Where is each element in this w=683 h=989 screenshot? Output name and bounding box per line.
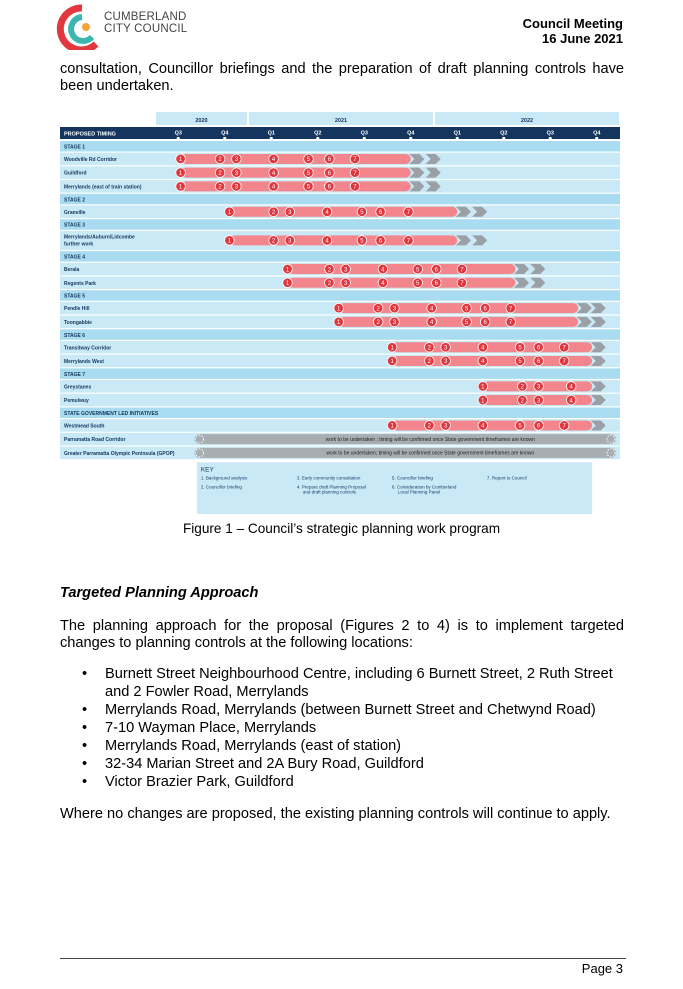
milestone-label: 3 xyxy=(234,170,239,177)
project-label: Granville xyxy=(64,209,86,216)
project-label: Pendle Hill xyxy=(64,306,90,313)
quarter-label: Q3 xyxy=(360,130,368,137)
stage-label: STAGE 2 xyxy=(64,197,86,204)
stage-row xyxy=(60,194,620,205)
milestone-label: 3 xyxy=(288,209,292,216)
project-label: Transitway Corridor xyxy=(64,345,112,352)
milestone-label: 3 xyxy=(234,184,239,191)
bullet-icon: • xyxy=(82,702,88,718)
stage-row xyxy=(60,329,620,340)
project-label: Merrylands/Auburn/Lidcombe further work xyxy=(64,234,135,248)
bullet-icon: • xyxy=(82,666,88,682)
org-name-line2: CITY COUNCIL xyxy=(104,23,188,35)
quarter-marker xyxy=(316,137,319,140)
project-label: Westmead South xyxy=(64,423,105,430)
milestone-label: 7 xyxy=(353,170,357,177)
milestone-label: 4 xyxy=(325,238,329,245)
milestone-label: 1 xyxy=(285,267,290,274)
milestone-label: 3 xyxy=(443,345,448,352)
timing-tbc-note: work to be undertaken; timing will be confirmed once State government timeframes are known xyxy=(326,450,535,457)
milestone-label: 4 xyxy=(271,157,276,164)
bullet-icon: • xyxy=(82,774,88,790)
milestone-label: 1 xyxy=(227,209,232,216)
milestone-label: 7 xyxy=(509,320,513,327)
milestone-label: 4 xyxy=(430,320,434,327)
milestone-label: 2 xyxy=(218,170,222,177)
milestone-label: 6 xyxy=(327,157,332,164)
quarter-label: Q1 xyxy=(267,130,275,137)
milestone-label: 1 xyxy=(481,398,485,405)
milestone-label: 6 xyxy=(536,359,541,366)
quarter-label: Q3 xyxy=(174,130,182,137)
location-item xyxy=(60,701,640,719)
milestone-label: 5 xyxy=(416,267,420,274)
milestone-label: 5 xyxy=(518,345,522,352)
quarter-marker xyxy=(177,137,180,140)
key-item: 6. Consideration by Cumberland Local Planning Panel xyxy=(391,484,457,495)
location-item xyxy=(60,737,640,755)
year-label: 2021 xyxy=(334,118,348,124)
stage-label: STAGE 1 xyxy=(64,144,86,151)
quarter-marker xyxy=(223,137,226,140)
milestone-label: 1 xyxy=(337,306,341,313)
quarter-label: Q4 xyxy=(407,130,415,137)
milestone-label: 4 xyxy=(325,209,329,216)
milestone-label: 5 xyxy=(306,170,311,177)
milestone-label: 2 xyxy=(376,306,380,313)
milestone-label: 4 xyxy=(569,398,573,405)
project-label: Greystanes xyxy=(64,384,92,391)
section-heading: Targeted Planning Approach xyxy=(60,585,259,601)
milestone-label: 6 xyxy=(378,238,383,245)
logo-arc-red xyxy=(60,8,96,50)
project-label: Pemulwuy xyxy=(64,398,89,405)
key-title: KEY xyxy=(200,466,214,474)
timeline-bar xyxy=(229,235,457,245)
milestone-label: 3 xyxy=(536,398,541,405)
project-label: Merrylands (east of train station) xyxy=(64,184,142,191)
milestone-label: 5 xyxy=(360,238,364,245)
milestone-label: 2 xyxy=(376,320,380,327)
key-item: 5. Councillor briefing xyxy=(391,475,433,481)
milestone-label: 2 xyxy=(327,280,332,287)
location-list xyxy=(60,665,640,791)
key-item: 1. Background analysis xyxy=(200,475,248,481)
milestone-label: 3 xyxy=(536,384,541,391)
milestone-label: 3 xyxy=(234,157,239,164)
milestone-label: 6 xyxy=(378,209,383,216)
project-label: Parramatta Road Corridor xyxy=(64,437,126,444)
milestone-label: 2 xyxy=(327,267,332,274)
milestone-label: 7 xyxy=(509,306,513,313)
meeting-header xyxy=(523,16,623,46)
location-item xyxy=(60,719,640,737)
stage-label: STATE GOVERNMENT LED INITIATIVES xyxy=(64,411,159,417)
milestone-label: 7 xyxy=(562,359,566,366)
milestone-label: 6 xyxy=(327,170,332,177)
timing-header xyxy=(60,127,620,139)
milestone-label: 4 xyxy=(481,423,485,430)
project-label: Regents Park xyxy=(64,280,96,287)
location-item-text: Burnett Street Neighbourhood Centre, including 6 Burnett Street, 2 Ruth Street and 2 Fowler Road, Merrylands xyxy=(105,666,613,700)
timeline-bar xyxy=(285,264,516,274)
milestone-label: 2 xyxy=(520,384,525,391)
milestone-label: 6 xyxy=(483,306,487,313)
quarter-marker xyxy=(270,137,273,140)
milestone-label: 3 xyxy=(443,423,448,430)
timing-tbc-note: work to be undertaken ; timing will be confirmed once State government timeframes are known xyxy=(325,436,535,443)
milestone-label: 1 xyxy=(178,157,183,164)
org-name-line1: CUMBERLAND xyxy=(104,11,187,23)
milestone-label: 1 xyxy=(390,345,394,352)
milestone-label: 7 xyxy=(562,423,566,430)
project-label: Woodville Rd Corridor xyxy=(64,156,117,163)
milestone-label: 1 xyxy=(481,384,485,391)
milestone-label: 2 xyxy=(271,209,276,216)
milestone-label: 7 xyxy=(460,267,464,274)
milestone-label: 2 xyxy=(427,345,432,352)
project-label: Merrylands West xyxy=(64,358,104,365)
milestone-label: 2 xyxy=(271,238,276,245)
location-item xyxy=(60,773,640,791)
approach-paragraph: The planning approach for the proposal (Figures 2 to 4) is to implement targeted changes to planning controls at the following locations: xyxy=(60,618,624,651)
milestone-label: 5 xyxy=(306,184,311,191)
milestone-label: 4 xyxy=(381,280,385,287)
milestone-label: 1 xyxy=(178,170,183,177)
quarter-label: Q1 xyxy=(453,130,461,137)
milestone-label: 4 xyxy=(481,359,485,366)
quarter-label: Q2 xyxy=(500,130,508,137)
timeline-bar xyxy=(229,207,457,217)
milestone-label: 6 xyxy=(483,320,487,327)
milestone-label: 4 xyxy=(569,384,573,391)
milestone-label: 7 xyxy=(406,209,411,216)
quarter-marker xyxy=(502,137,505,140)
quarter-marker xyxy=(409,137,412,140)
council-logo xyxy=(52,4,112,50)
meeting-title: Council Meeting xyxy=(522,16,623,31)
stage-row xyxy=(60,251,620,262)
milestone-label: 1 xyxy=(227,238,232,245)
milestone-label: 6 xyxy=(434,280,438,287)
org-name xyxy=(104,11,187,35)
logo-dot-orange xyxy=(82,23,90,31)
milestone-label: 7 xyxy=(406,238,411,245)
milestone-label: 6 xyxy=(327,184,332,191)
milestone-label: 5 xyxy=(464,320,469,327)
bullet-icon: • xyxy=(82,738,88,754)
stage-label: STAGE 7 xyxy=(64,371,86,378)
quarter-label: Q2 xyxy=(314,130,322,137)
milestone-label: 3 xyxy=(343,267,348,274)
milestone-label: 4 xyxy=(430,306,434,313)
milestone-label: 4 xyxy=(381,267,385,274)
milestone-label: 5 xyxy=(416,280,420,287)
key-item: 2. Councillor briefing xyxy=(200,484,242,490)
milestone-label: 6 xyxy=(434,267,438,274)
stage-row xyxy=(60,219,620,230)
quarter-label: Q3 xyxy=(546,130,554,137)
location-item-text: 7-10 Wayman Place, Merrylands xyxy=(105,720,317,736)
stage-row xyxy=(60,368,620,379)
timing-header-label: PROPOSED TIMING xyxy=(64,131,116,138)
intro-paragraph: consultation, Councillor briefings and the preparation of draft planning controls have been undertaken. xyxy=(60,61,624,94)
milestone-label: 5 xyxy=(518,423,522,430)
location-item-text: Victor Brazier Park, Guildford xyxy=(105,774,294,790)
planning-timeline-chart xyxy=(60,112,620,516)
stage-row xyxy=(60,141,620,152)
bullet-icon: • xyxy=(82,720,88,736)
milestone-label: 1 xyxy=(390,359,394,366)
timeline-bar xyxy=(285,278,516,288)
stage-row xyxy=(60,290,620,301)
milestone-label: 7 xyxy=(353,184,357,191)
location-item-text: 32-34 Marian Street and 2A Bury Road, Guildford xyxy=(105,756,424,772)
milestone-label: 1 xyxy=(178,184,183,191)
milestone-label: 2 xyxy=(218,157,222,164)
location-item-text: Merrylands Road, Merrylands (east of station) xyxy=(105,738,402,754)
bullet-icon: • xyxy=(82,756,88,772)
footer-rule xyxy=(60,958,626,959)
stage-label: STAGE 4 xyxy=(64,254,86,261)
location-item xyxy=(60,665,640,701)
milestone-label: 2 xyxy=(520,398,525,405)
milestone-label: 1 xyxy=(285,280,290,287)
milestone-label: 4 xyxy=(271,170,276,177)
project-label: Guildford xyxy=(64,170,87,177)
milestone-label: 3 xyxy=(288,238,292,245)
quarter-marker xyxy=(456,137,459,140)
key-item: 7. Report to Council xyxy=(486,475,527,481)
milestone-label: 4 xyxy=(271,184,276,191)
key-item: 4. Prepare draft Planning Proposal and draft planning controls xyxy=(296,484,366,495)
milestone-label: 3 xyxy=(343,280,348,287)
milestone-label: 5 xyxy=(518,359,522,366)
milestone-label: 3 xyxy=(443,359,448,366)
figure-caption: Figure 1 – Council’s strategic planning work program xyxy=(182,521,501,536)
milestone-label: 6 xyxy=(536,345,541,352)
stage-label: STAGE 5 xyxy=(64,293,86,300)
location-item-text: Merrylands Road, Merrylands (between Burnett Street and Chetwynd Road) xyxy=(105,702,596,718)
milestone-label: 3 xyxy=(392,306,397,313)
milestone-label: 7 xyxy=(353,157,357,164)
milestone-label: 2 xyxy=(427,359,432,366)
milestone-label: 1 xyxy=(390,423,394,430)
key-item: 3. Early community consultation xyxy=(296,475,361,481)
milestone-label: 6 xyxy=(536,423,541,430)
stage-label: STAGE 3 xyxy=(64,222,86,229)
quarter-marker xyxy=(363,137,366,140)
quarter-label: Q4 xyxy=(593,130,601,137)
milestone-label: 5 xyxy=(306,157,311,164)
milestone-label: 1 xyxy=(337,320,341,327)
milestone-label: 5 xyxy=(464,306,469,313)
project-label: Berala xyxy=(64,267,80,274)
stage-label: STAGE 6 xyxy=(64,332,86,339)
milestone-label: 7 xyxy=(460,280,464,287)
milestone-label: 4 xyxy=(481,345,485,352)
quarter-label: Q4 xyxy=(221,130,229,137)
milestone-label: 2 xyxy=(218,184,222,191)
quarter-marker xyxy=(595,137,598,140)
meeting-date: 16 June 2021 xyxy=(542,31,623,46)
project-label: Greater Parramatta Olympic Peninsula (GPOP) xyxy=(64,450,175,457)
milestone-label: 5 xyxy=(360,209,364,216)
location-item xyxy=(60,755,640,773)
milestone-label: 3 xyxy=(392,320,397,327)
milestone-label: 7 xyxy=(562,345,566,352)
page-number: Page 3 xyxy=(581,961,623,976)
project-label: Toongabbie xyxy=(64,319,92,326)
closing-paragraph: Where no changes are proposed, the existing planning controls will continue to apply. xyxy=(60,806,611,822)
quarter-marker xyxy=(549,137,552,140)
milestone-label: 2 xyxy=(427,423,432,430)
year-label: 2020 xyxy=(195,118,208,124)
year-label: 2022 xyxy=(520,118,534,124)
